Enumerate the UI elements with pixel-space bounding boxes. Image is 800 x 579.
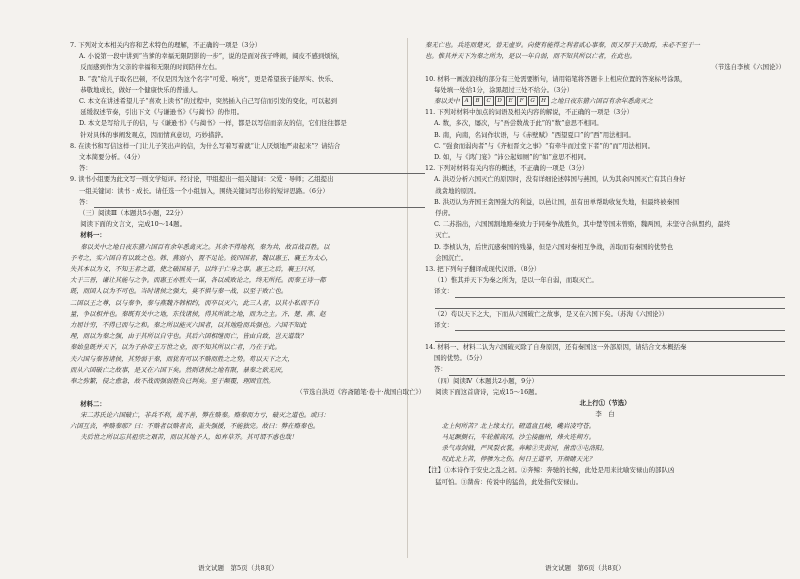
poem-notes-cont: 猛可怕。③凿齿：传说中的猛兽，此处指代安禄山。 [435, 477, 583, 486]
q13-2-translation-line[interactable] [425, 320, 785, 331]
material-1-source: （节选自洪迈《容斋随笔·卷十·战国自取亡》） [296, 388, 425, 397]
q10-stem-cont: 每处填一处给1分，涂黑超过三处不给分。（3分） [433, 85, 574, 94]
q12-option-b: B. 洪迈认为齐国王贪图强大的利益，以邑让国，虽有田单帮助收复失地，但最终被秦国 [433, 197, 680, 206]
q11-option-c: C. “强食而弱肉者”与《齐桓晋文之事》“有牵牛而过堂下者”的“而”用法相同。 [433, 141, 654, 150]
page-5-column [70, 40, 425, 443]
q11-option-d: D. 如，与《鸿门宴》“沛公起如厕”的“如”意思不相同。 [433, 153, 591, 162]
material-1-line: 夫六国与秦皆诸侯，其势弱于秦，而犹有可以不赂而胜之之势。苟以天下之大， [70, 354, 294, 363]
q10-box-g[interactable]: G [528, 96, 538, 106]
q12-option-c-cont: 灭亡。 [435, 231, 455, 240]
q10-box-b[interactable]: B [473, 96, 483, 106]
q11-option-a: A. 数，多次，屡次，与“吾尝数战于此”的“数”意思不相同。 [433, 119, 603, 128]
q12-option-d-cont: 会国沉亡。 [435, 253, 468, 262]
q8-stem-cont: 文本简要分析。（4分） [78, 153, 144, 162]
page-5-footer: 语文试题 第5页（共8页） [198, 564, 278, 572]
q13-1-translation-line[interactable] [425, 286, 785, 297]
q9-stem: 9. 读书小组要为此文写一则文学短评。经讨论，甲组提出一组关键词：父爱 · 导师；乙组提出 [70, 175, 334, 184]
poem-line: 杀气毒剑戟，严风裂衣裳。奔鲸②夹黄河，凿齿③屯洛阳。 [441, 443, 608, 452]
q7-option-a: A. 小说第一段中讲到“当爹的幸福无限阴影的一步”，说的是面对孩子哗闹，阔皮不感到烦恼， [78, 52, 344, 61]
q14-answer-label: 答： [433, 365, 447, 374]
material-2-text [70, 410, 425, 444]
material-2-cont-line: 也。惟其并天下为秦之所为，是以一年自弱，而不知其所以亡者，在此也。 [425, 52, 636, 61]
q7-stem: 7. 下列对文本相关内容和艺术特色的理解，不正确的一项是（3分） [70, 41, 262, 49]
q9-answer-line[interactable] [70, 197, 425, 208]
page-6-column [425, 40, 785, 488]
material-2-label: 材料二： [80, 399, 106, 408]
q11-stem: 11. 下列对材料中加点的词语及相关内容的解说，不正确的一项是（3分） [425, 108, 633, 117]
material-1-line: 力屈计穷，不得已而与之和。秦之所以能灭六国者，以其地险而兵强也。六国不知此 [70, 321, 307, 330]
q10-box-h[interactable]: H [539, 96, 549, 106]
q7-option-b: B. “我”给儿子取名巴顿，不仅是因为这个名字“可爱、响亮”，更是希望孩子能厚实、快乐、 [78, 74, 338, 83]
poem-line: 马足蹶侧石，车轮摧高冈。沙尘接幽州，烽火连朔方。 [441, 432, 595, 441]
q13-sentence-2: （2）苟以天下之大，下而从六国破亡之故事，是又在六国下矣。（苏洵《六国论》） [433, 309, 669, 318]
material-2-cont-line: 秦无亡也。兵连而楚灭，曾无虚岁。向使有能得之利者贰心事秦，而又厚于天助焉，未必不至于一 [425, 41, 700, 49]
q13-stem: 13. 把下列句子翻译成现代汉语。（8分） [425, 265, 541, 274]
poem-body [425, 421, 785, 466]
material-1-line: 奉之弥繁，侵之愈急，故不战而强弱胜负已判矣。至于颠覆，理固宜然。 [70, 377, 275, 386]
material-1-line: 理，而以为秦之强，由于其所以自守也。其后六国相继而亡，皆由自致，岂天道哉？ [70, 332, 307, 341]
material-1-label: 材料一： [80, 231, 106, 240]
poem-line: 叹此北上苦，停骖为之伤。何日王道平，开颜睹天光？ [441, 455, 595, 464]
q10-box-f[interactable]: F [517, 96, 527, 106]
material-1-line: 而从六国破亡之故事，是又在六国下矣。然则诸侯之地有限，暴秦之欲无厌， [70, 365, 288, 374]
material-1-line: 秦以关中之地日夜东猎六国百有余年悉禽灭之。其余不得地利，秦为共，故百战百胜。以 [80, 242, 330, 251]
q13-2-translation-label: 译文： [433, 320, 454, 329]
poem-author: 李 白 [595, 410, 615, 419]
material-2-line: 夫后世之所以忘其祖宗之艰苦，而以其地予人，如弃草芥。其可谓不惑也哉！ [80, 433, 298, 442]
section-4-intro: 阅读下面这首唐诗，完成15～16题。 [435, 387, 541, 396]
section-3-title: （三）阅读Ⅲ（本题共5小题，22分） [78, 209, 187, 218]
material-1-line: 大于三晋，谦让其能与之争。而惠王亦胜夫一谋，各以成败论之，终无所托。而秦王诗一都 [70, 276, 326, 285]
q7-option-d-cont: 针对具体的事阐发观点，因而情真意切，巧妙措辞。 [80, 130, 228, 139]
material-1-line: 失其本以为义，不知王者之道，使之破国易子，以终于亡身之事。惠王之后，襄王只河， [70, 265, 320, 274]
material-2-line: 宋二苏氏论六国破亡，非兵不利，战不善，弊在赂秦。赂秦而力亏，破灭之道也。或曰： [80, 410, 330, 419]
q13-2-extra-line[interactable] [435, 331, 785, 342]
material-2-source: （节选自李桢《六国论》） [711, 63, 785, 72]
q7-option-c-cont: 延缓叙述节奏，引出下文《与谦逊书》《与蔺书》的作用。 [80, 108, 244, 117]
q12-option-c: C. 二苏指出，六国国割地赂秦致力于同秦争战胜负，其中楚等国末曾赂，魏两国，未坚守合纵盟约，最终 [433, 220, 731, 229]
q8-answer-label: 答： [78, 164, 92, 173]
q14-stem-cont: 国的优势。（5分） [433, 354, 486, 363]
q11-option-b: B. 南，向南，名词作状语，与《赤壁赋》“西望夏口”的“西”用法相同。 [433, 130, 635, 139]
q10-stem: 10. 材料一画波浪线的部分有三处需要断句，请用铅笔将答题卡上相应位置的答案标号涂黑， [425, 74, 687, 83]
material-1-line: 秦始皇既并天下，以为子孙帝王万世之业，而不知其所以亡者，乃在于此。 [70, 343, 281, 352]
q10-box-e[interactable]: E [506, 96, 516, 106]
q14-stem: 14. 材料一、材料二认为六国破灭除了自身原因，还有秦国这一外部原因，请结合文本概括秦 [425, 343, 687, 352]
q9-stem-cont: 一组关键词：读书 · 成长。请任选一个小组加入，围绕关键词写出你的短评思路。（6分） [78, 186, 329, 195]
poem-line: 北上何所苦？北上缘太行。磴道盘且峻，巉岩凌穹苍。 [441, 421, 595, 430]
q7-option-a-cont: 反而感到作为父亲的幸福和无限的时间陪伴左右。 [80, 63, 221, 72]
material-1-text [70, 242, 425, 388]
poem-title: 北上行①（节选） [579, 399, 631, 408]
material-1-line: 二国以王之尊，以与秦争，秦与燕魏齐韩相约，而卒以灭六，此三人者，以其小私而不自 [70, 298, 320, 307]
q12-stem: 12. 下列对材料有关内容的概述，不正确的一项是（3分） [425, 164, 589, 173]
q7-option-d: D. 本文是写给儿子的信，与《谦逊书》《与蔺书》一样，都是以写信而亲友的信，它们往往都是 [78, 119, 347, 128]
material-1-line: 既，而国人以为不可也。当时诸侯之强大，莫不惧与秦一战，以至于败亡也。 [70, 287, 288, 296]
material-1-line: 予考之，实六国自有以致之也。韩、燕弱小，置不足论。彼四国者，魏以惠王、襄王为太心， [70, 253, 333, 262]
page-6-footer: 语文试题 第6页（共8页） [545, 564, 625, 572]
q10-box-a[interactable]: A [462, 96, 472, 106]
q8-answer-line[interactable] [70, 163, 425, 174]
q9-answer-label: 答： [78, 197, 92, 206]
poem-notes: 【注】①本诗作于安史之乱之初。②奔鲸：奔驰的长鲸，此处是用来比喻安禄山的部队凶 [425, 466, 675, 475]
q13-1-extra-line[interactable] [435, 298, 785, 309]
q10-sentence-boxes [425, 96, 785, 107]
q10-box-c[interactable]: C [484, 96, 494, 106]
material-2-line: 六国互丧，率赂秦耶？曰：不赂者以赂者丧，盖失强援，不能独完。故曰：弊在赂秦也。 [70, 421, 320, 430]
q7-option-c: C. 本文在讲述希望儿子“喜欢上读书”的过程中，突然插入自己写信而引发的变化，可以起到 [78, 97, 338, 106]
section-3-intro: 阅读下面的文言文，完成10～14题。 [80, 220, 186, 229]
q12-option-d: D. 李桢认为，后世沉感秦国的残暴，但是六国对秦相互争战，善取而有秦国的优势也 [433, 242, 673, 251]
q12-option-a: A. 洪迈分析六国灭亡的原因时，没有详细论述韩国与燕国，认为其余四国灭亡有其自身好 [433, 175, 686, 184]
q7-option-b-cont: 恭敬地成长，做好一个健康快乐的普通人。 [80, 85, 202, 94]
q13-sentence-1: （1）惟其并天下为秦之所为，是以一年自弱，而取灭亡。 [433, 276, 598, 285]
q10-box-lead: 秦以关中 [433, 97, 460, 106]
q12-option-b-cont: 俘虏。 [435, 209, 455, 218]
q12-option-a-cont: 战贪地的原因。 [435, 186, 480, 195]
q8-stem: 8. 在读书和写信这样一门让儿子笑出声的信，为什么写着写着就“让人厌烦地严肃起来”？请结合 [70, 141, 341, 150]
section-4-title: （四）阅读Ⅳ（本题共2小题，9分） [433, 376, 538, 385]
q10-box-tail: 之地日夜东猎六国百有余年悉禽灭之 [550, 97, 653, 106]
q10-answer-boxes [462, 96, 549, 106]
material-1-line: 量，争以相并也。秦既有关中之地，东伐诸侯，得其所欲之地，而为之主。齐、楚、燕、赵 [70, 309, 326, 318]
q14-answer-line[interactable] [425, 364, 785, 375]
q13-1-translation-label: 译文： [433, 287, 454, 296]
q10-box-d[interactable]: D [495, 96, 505, 106]
